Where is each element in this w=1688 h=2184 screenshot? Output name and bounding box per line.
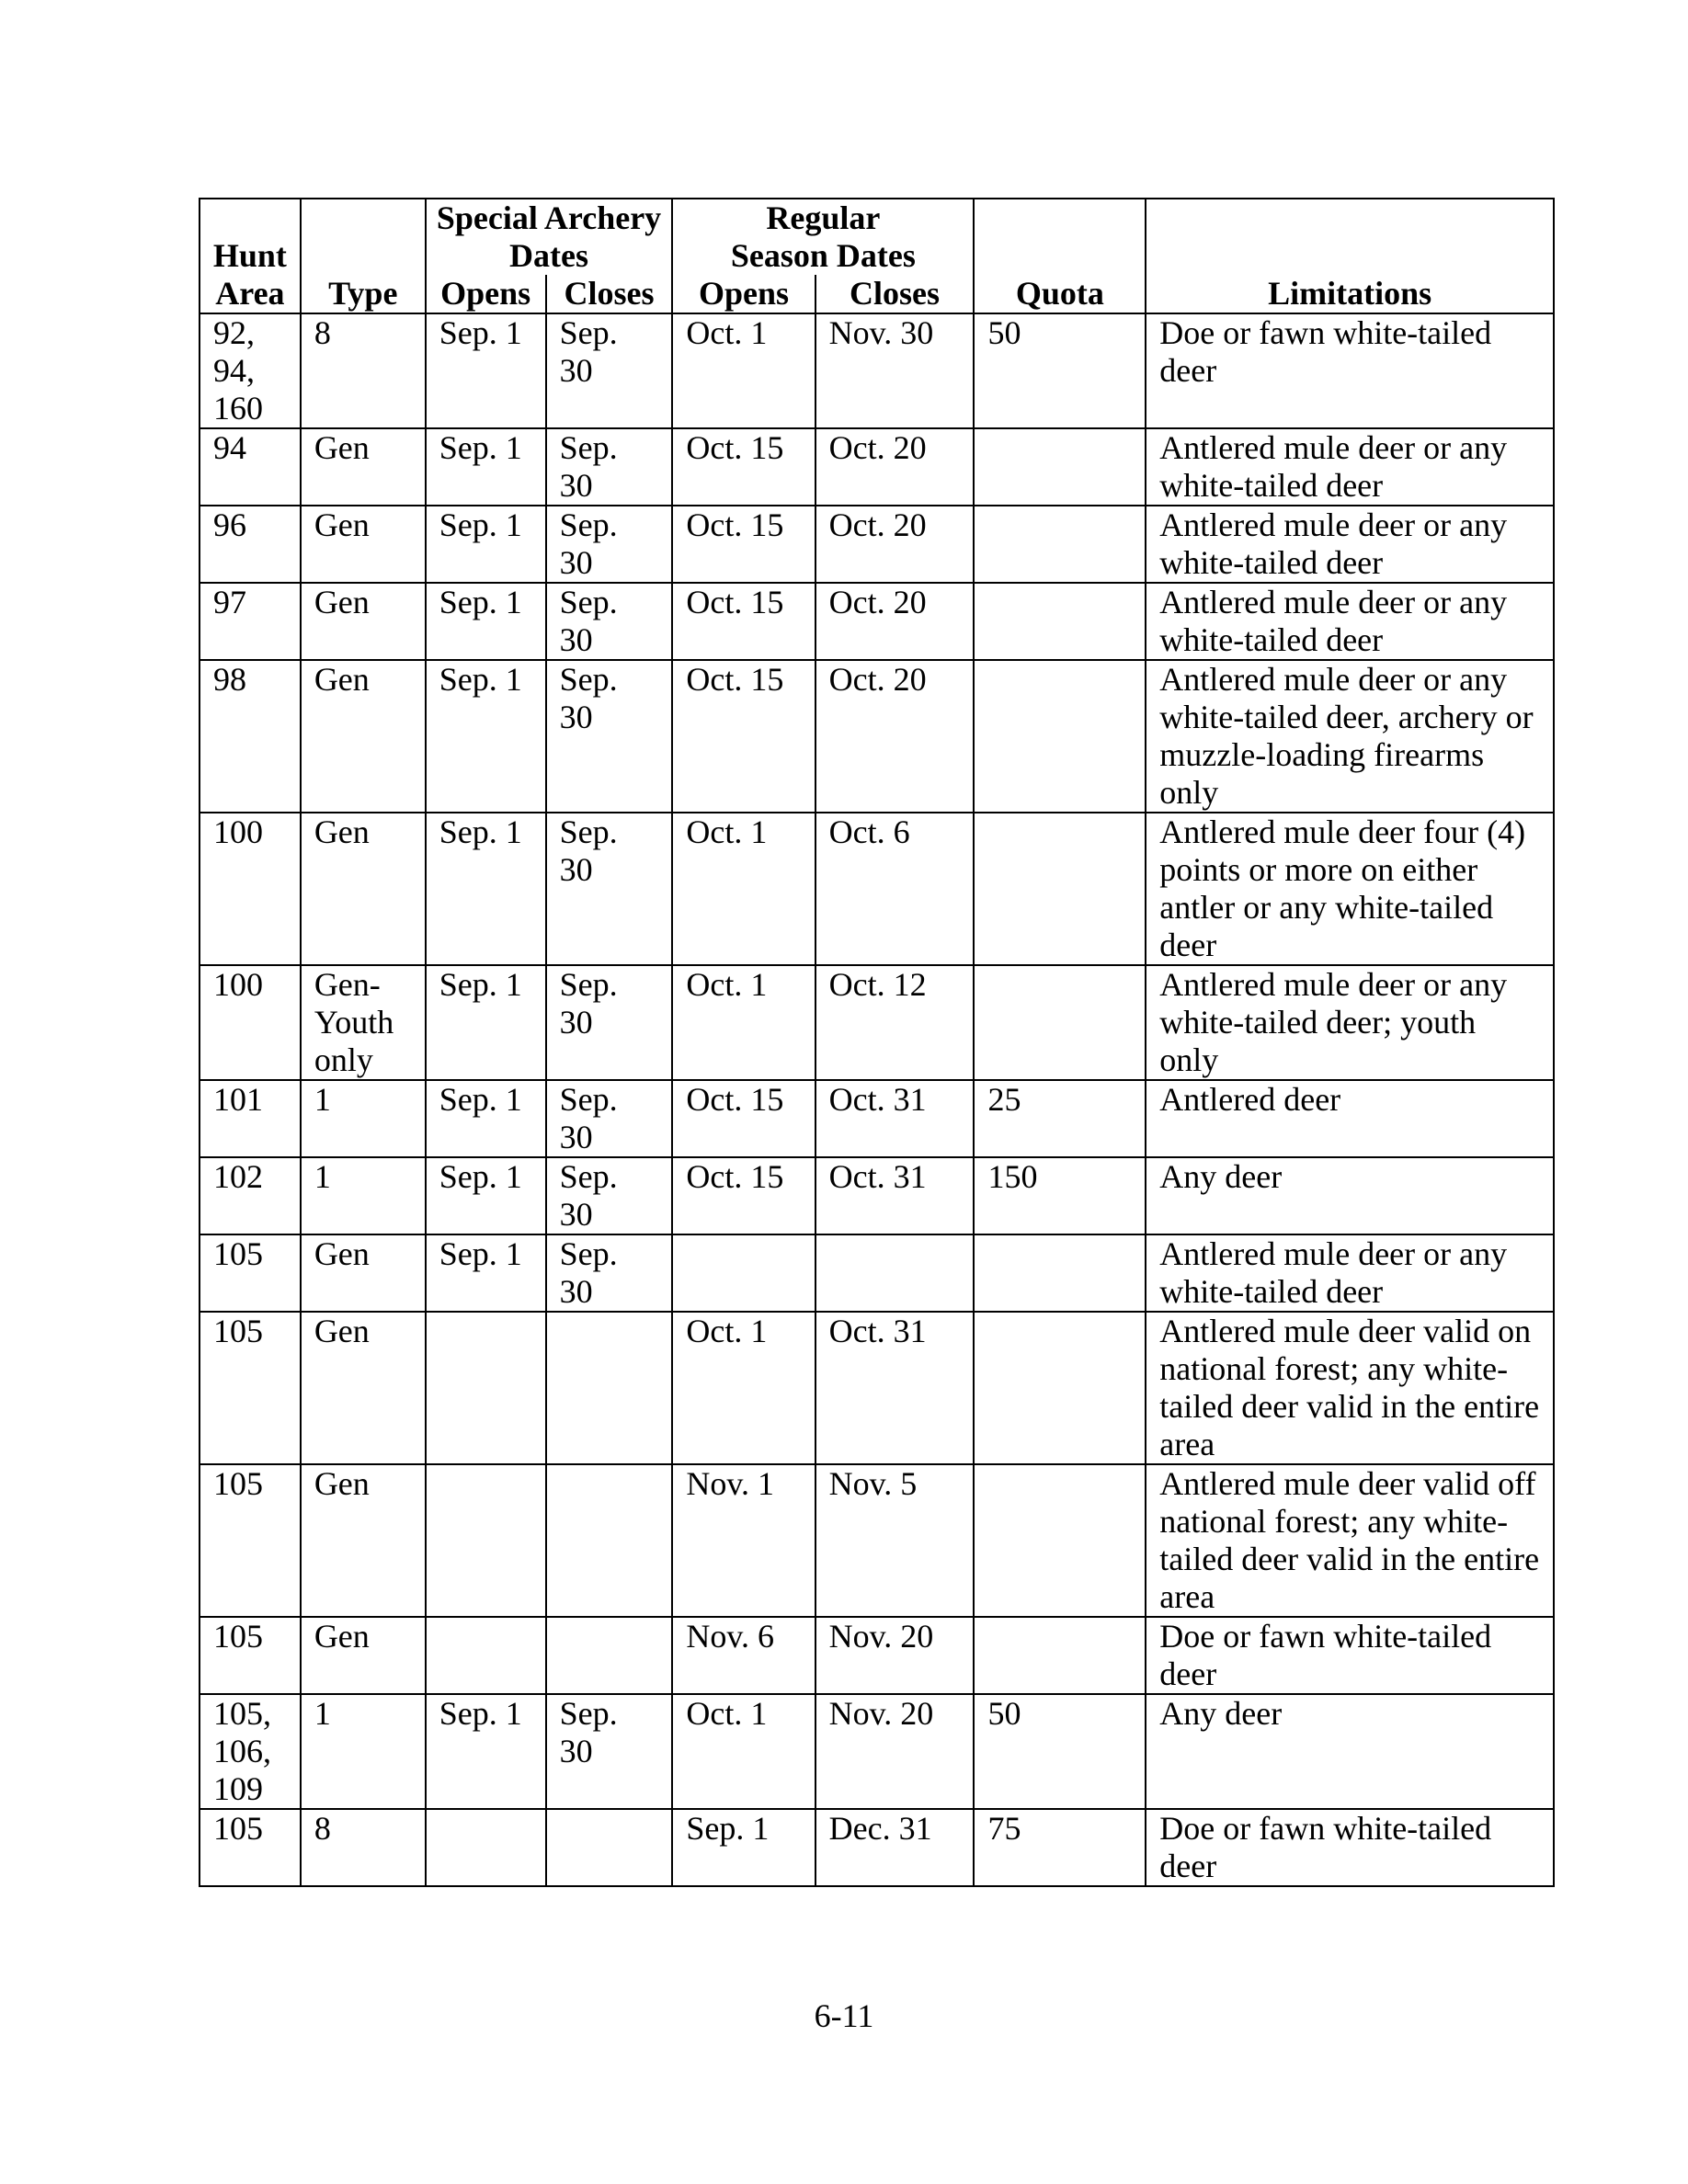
hunt-area-cell: 101 [200,1080,301,1157]
header-limitations: Limitations [1146,199,1554,313]
limitations-cell: Doe or fawn white-tailed deer [1146,1809,1554,1886]
archery-closes-cell: Sep. 30 [546,965,673,1080]
regular-opens-cell: Oct. 15 [672,660,815,813]
header-archery-opens: Opens [426,275,546,313]
quota-cell [974,506,1146,583]
limitations-cell: Antlered deer [1146,1080,1554,1157]
regular-opens-cell: Oct. 1 [672,965,815,1080]
header-special-archery-line1: Special Archery [436,199,662,236]
archery-closes-cell: Sep. 30 [546,1234,673,1312]
regular-closes-cell: Oct. 31 [815,1157,975,1234]
archery-closes-cell [546,1809,673,1886]
type-cell: Gen [301,813,426,965]
archery-closes-cell: Sep. 30 [546,583,673,660]
header-type: Type [301,199,426,313]
archery-closes-cell: Sep. 30 [546,813,673,965]
table-row [200,1464,1554,1617]
type-cell: Gen [301,660,426,813]
quota-cell [974,1617,1146,1694]
regular-closes-cell: Oct. 31 [815,1312,975,1464]
limitations-cell: Doe or fawn white-tailed deer [1146,313,1554,428]
hunt-area-cell: 96 [200,506,301,583]
limitations-cell: Antlered mule deer or any white-tailed deer [1146,506,1554,583]
archery-closes-cell [546,1464,673,1617]
type-cell: 1 [301,1080,426,1157]
limitations-cell: Doe or fawn white-tailed deer [1146,1617,1554,1694]
quota-cell [974,1312,1146,1464]
table-row [200,1809,1554,1886]
hunt-area-cell: 100 [200,965,301,1080]
hunt-area-cell: 105 [200,1617,301,1694]
table-row [200,1694,1554,1809]
archery-opens-cell: Sep. 1 [426,583,546,660]
quota-cell: 25 [974,1080,1146,1157]
archery-closes-cell: Sep. 30 [546,313,673,428]
quota-cell [974,660,1146,813]
table-row [200,506,1554,583]
limitations-cell: Antlered mule deer or any white-tailed deer; youth only [1146,965,1554,1080]
regular-closes-cell: Nov. 20 [815,1694,975,1809]
regular-opens-cell: Oct. 15 [672,583,815,660]
hunt-season-table [199,198,1555,1887]
type-cell: Gen [301,1234,426,1312]
regular-closes-cell: Oct. 12 [815,965,975,1080]
table-row [200,660,1554,813]
table-row [200,1234,1554,1312]
table-row [200,813,1554,965]
type-cell: Gen [301,506,426,583]
type-cell: 1 [301,1694,426,1809]
hunt-area-cell: 100 [200,813,301,965]
regular-opens-cell: Nov. 1 [672,1464,815,1617]
regular-opens-cell: Oct. 1 [672,813,815,965]
regular-closes-cell: Oct. 20 [815,660,975,813]
page-number: 6-11 [814,1997,874,2034]
hunt-area-cell: 105 [200,1809,301,1886]
regular-closes-cell: Oct. 20 [815,506,975,583]
header-regular-closes: Closes [815,275,975,313]
regular-closes-cell: Oct. 31 [815,1080,975,1157]
regular-opens-cell: Oct. 15 [672,506,815,583]
archery-opens-cell: Sep. 1 [426,428,546,506]
archery-opens-cell [426,1617,546,1694]
table-row [200,428,1554,506]
table-row [200,1617,1554,1694]
type-cell: 1 [301,1157,426,1234]
quota-cell [974,583,1146,660]
header-regular-season [672,199,974,275]
hunt-area-cell: 105 [200,1234,301,1312]
header-special-archery [426,199,673,275]
regular-opens-cell: Oct. 15 [672,1080,815,1157]
limitations-cell: Antlered mule deer valid off national forest; any white-tailed deer valid in the entire area [1146,1464,1554,1617]
header-regular-line1: Regular [766,199,881,236]
hunt-area-cell: 94 [200,428,301,506]
type-cell: Gen [301,1464,426,1617]
archery-closes-cell: Sep. 30 [546,506,673,583]
archery-opens-cell: Sep. 1 [426,1080,546,1157]
quota-cell [974,965,1146,1080]
header-hunt-area-line2: Area [215,275,285,312]
archery-opens-cell: Sep. 1 [426,506,546,583]
regular-opens-cell: Oct. 1 [672,313,815,428]
header-hunt-area [200,199,301,313]
type-cell: Gen [301,1312,426,1464]
limitations-cell: Antlered mule deer or any white-tailed deer [1146,583,1554,660]
limitations-cell: Antlered mule deer four (4) points or more on either antler or any white-tailed deer [1146,813,1554,965]
hunt-area-cell: 105 [200,1464,301,1617]
archery-closes-cell: Sep. 30 [546,1694,673,1809]
header-archery-closes: Closes [546,275,673,313]
regular-opens-cell: Oct. 15 [672,1157,815,1234]
regular-closes-cell: Oct. 6 [815,813,975,965]
quota-cell [974,1234,1146,1312]
limitations-cell: Any deer [1146,1694,1554,1809]
limitations-cell: Antlered mule deer or any white-tailed deer [1146,1234,1554,1312]
archery-opens-cell: Sep. 1 [426,660,546,813]
hunt-area-cell: 102 [200,1157,301,1234]
archery-opens-cell [426,1464,546,1617]
regular-opens-cell: Nov. 6 [672,1617,815,1694]
type-cell: Gen- Youth only [301,965,426,1080]
archery-opens-cell: Sep. 1 [426,965,546,1080]
quota-cell [974,428,1146,506]
regular-closes-cell: Dec. 31 [815,1809,975,1886]
limitations-cell: Antlered mule deer or any white-tailed deer [1146,428,1554,506]
regular-closes-cell: Oct. 20 [815,428,975,506]
header-special-archery-line2: Dates [509,237,589,274]
regular-closes-cell: Nov. 20 [815,1617,975,1694]
hunt-area-cell: 98 [200,660,301,813]
archery-opens-cell: Sep. 1 [426,1694,546,1809]
limitations-cell: Any deer [1146,1157,1554,1234]
table-row [200,313,1554,428]
archery-opens-cell [426,1312,546,1464]
archery-closes-cell [546,1617,673,1694]
hunt-area-cell: 105 [200,1312,301,1464]
quota-cell: 50 [974,313,1146,428]
table-row [200,965,1554,1080]
archery-closes-cell: Sep. 30 [546,1157,673,1234]
type-cell: Gen [301,1617,426,1694]
table-row [200,1312,1554,1464]
regular-opens-cell: Oct. 1 [672,1312,815,1464]
type-cell: Gen [301,428,426,506]
quota-cell: 50 [974,1694,1146,1809]
archery-opens-cell: Sep. 1 [426,313,546,428]
quota-cell [974,813,1146,965]
regular-opens-cell [672,1234,815,1312]
table-body [200,313,1554,1886]
archery-closes-cell: Sep. 30 [546,428,673,506]
hunt-area-cell: 97 [200,583,301,660]
regular-opens-cell: Oct. 15 [672,428,815,506]
hunt-area-cell: 92, 94, 160 [200,313,301,428]
archery-closes-cell: Sep. 30 [546,1080,673,1157]
archery-closes-cell [546,1312,673,1464]
archery-opens-cell: Sep. 1 [426,1234,546,1312]
table-row [200,583,1554,660]
archery-opens-cell [426,1809,546,1886]
regular-opens-cell: Oct. 1 [672,1694,815,1809]
quota-cell: 75 [974,1809,1146,1886]
header-hunt-area-line1: Hunt [212,237,287,274]
regular-closes-cell [815,1234,975,1312]
header-regular-line2: Season Dates [730,237,916,274]
header-quota: Quota [974,199,1146,313]
table-row [200,1157,1554,1234]
archery-opens-cell: Sep. 1 [426,813,546,965]
regular-closes-cell: Nov. 30 [815,313,975,428]
header-regular-opens: Opens [672,275,815,313]
regular-closes-cell: Nov. 5 [815,1464,975,1617]
type-cell: Gen [301,583,426,660]
quota-cell: 150 [974,1157,1146,1234]
hunt-area-cell: 105, 106, 109 [200,1694,301,1809]
regular-opens-cell: Sep. 1 [672,1809,815,1886]
limitations-cell: Antlered mule deer valid on national forest; any white-tailed deer valid in the entire area [1146,1312,1554,1464]
archery-closes-cell: Sep. 30 [546,660,673,813]
limitations-cell: Antlered mule deer or any white-tailed deer, archery or muzzle-loading firearms only [1146,660,1554,813]
table-header [200,199,1554,313]
type-cell: 8 [301,1809,426,1886]
table-row [200,1080,1554,1157]
archery-opens-cell: Sep. 1 [426,1157,546,1234]
type-cell: 8 [301,313,426,428]
regular-closes-cell: Oct. 20 [815,583,975,660]
quota-cell [974,1464,1146,1617]
